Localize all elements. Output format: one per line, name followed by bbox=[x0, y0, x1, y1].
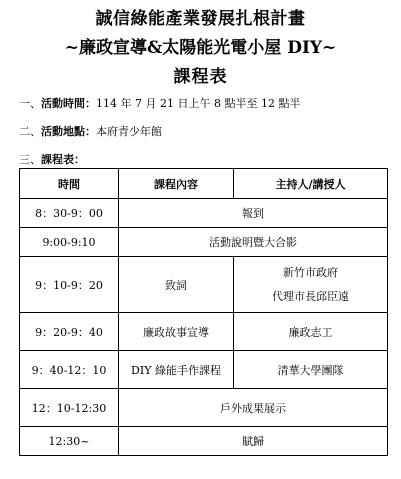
document-title: 誠信綠能產業發展扎根計畫 bbox=[95, 9, 306, 29]
event-place-value: 本府青少年館 bbox=[96, 125, 162, 138]
section-number: 二、 bbox=[19, 125, 41, 138]
event-time-line bbox=[19, 95, 300, 111]
table-row bbox=[20, 427, 388, 456]
header-content: 課程內容 bbox=[119, 169, 234, 199]
schedule-table bbox=[19, 168, 388, 456]
host-cell bbox=[234, 257, 388, 313]
content-cell: 致詞 bbox=[119, 257, 234, 313]
time-cell: 8：30-9：00 bbox=[20, 199, 119, 228]
table-row bbox=[20, 228, 388, 257]
content-cell: 活動說明暨大合影 bbox=[119, 228, 388, 257]
section-number: 三、 bbox=[19, 153, 41, 166]
content-cell: 戶外成果展示 bbox=[119, 389, 388, 427]
table-row bbox=[20, 199, 388, 228]
time-cell: 12：10-12:30 bbox=[20, 389, 119, 427]
time-cell: 9：20-9：40 bbox=[20, 313, 119, 351]
table-row bbox=[20, 351, 388, 389]
table-header-row bbox=[20, 169, 388, 199]
time-cell: 9：10-9：20 bbox=[20, 257, 119, 313]
table-row bbox=[20, 257, 388, 313]
content-cell: DIY 綠能手作課程 bbox=[119, 351, 234, 389]
event-time-label: 活動時間： bbox=[41, 97, 96, 110]
event-time-value: 114 年 7 月 21 日上午 8 點半至 12 點半 bbox=[96, 97, 301, 110]
content-cell: 賦歸 bbox=[119, 427, 388, 456]
table-row bbox=[20, 389, 388, 427]
schedule-label: 課程表： bbox=[41, 153, 85, 166]
content-cell: 廉政故事宣導 bbox=[119, 313, 234, 351]
host-cell: 廉政志工 bbox=[234, 313, 388, 351]
section-number: 一、 bbox=[19, 97, 41, 110]
document-subtitle: ~廉政宣導&太陽能光電小屋 DIY~ bbox=[64, 38, 337, 58]
header-host: 主持人/講授人 bbox=[234, 169, 388, 199]
schedule-heading: 課程表 bbox=[173, 67, 228, 87]
header-time: 時間 bbox=[20, 169, 119, 199]
host-line: 代理市長邱臣遠 bbox=[272, 289, 349, 303]
schedule-line bbox=[19, 151, 85, 167]
time-cell: 9:00-9:10 bbox=[20, 228, 119, 257]
time-cell: 9：40-12：10 bbox=[20, 351, 119, 389]
time-cell: 12:30~ bbox=[20, 427, 119, 456]
event-place-line bbox=[19, 123, 162, 139]
host-cell: 清華大學團隊 bbox=[234, 351, 388, 389]
event-place-label: 活動地點： bbox=[41, 125, 96, 138]
host-line: 新竹市政府 bbox=[283, 265, 338, 279]
table-row bbox=[20, 313, 388, 351]
content-cell: 報到 bbox=[119, 199, 388, 228]
